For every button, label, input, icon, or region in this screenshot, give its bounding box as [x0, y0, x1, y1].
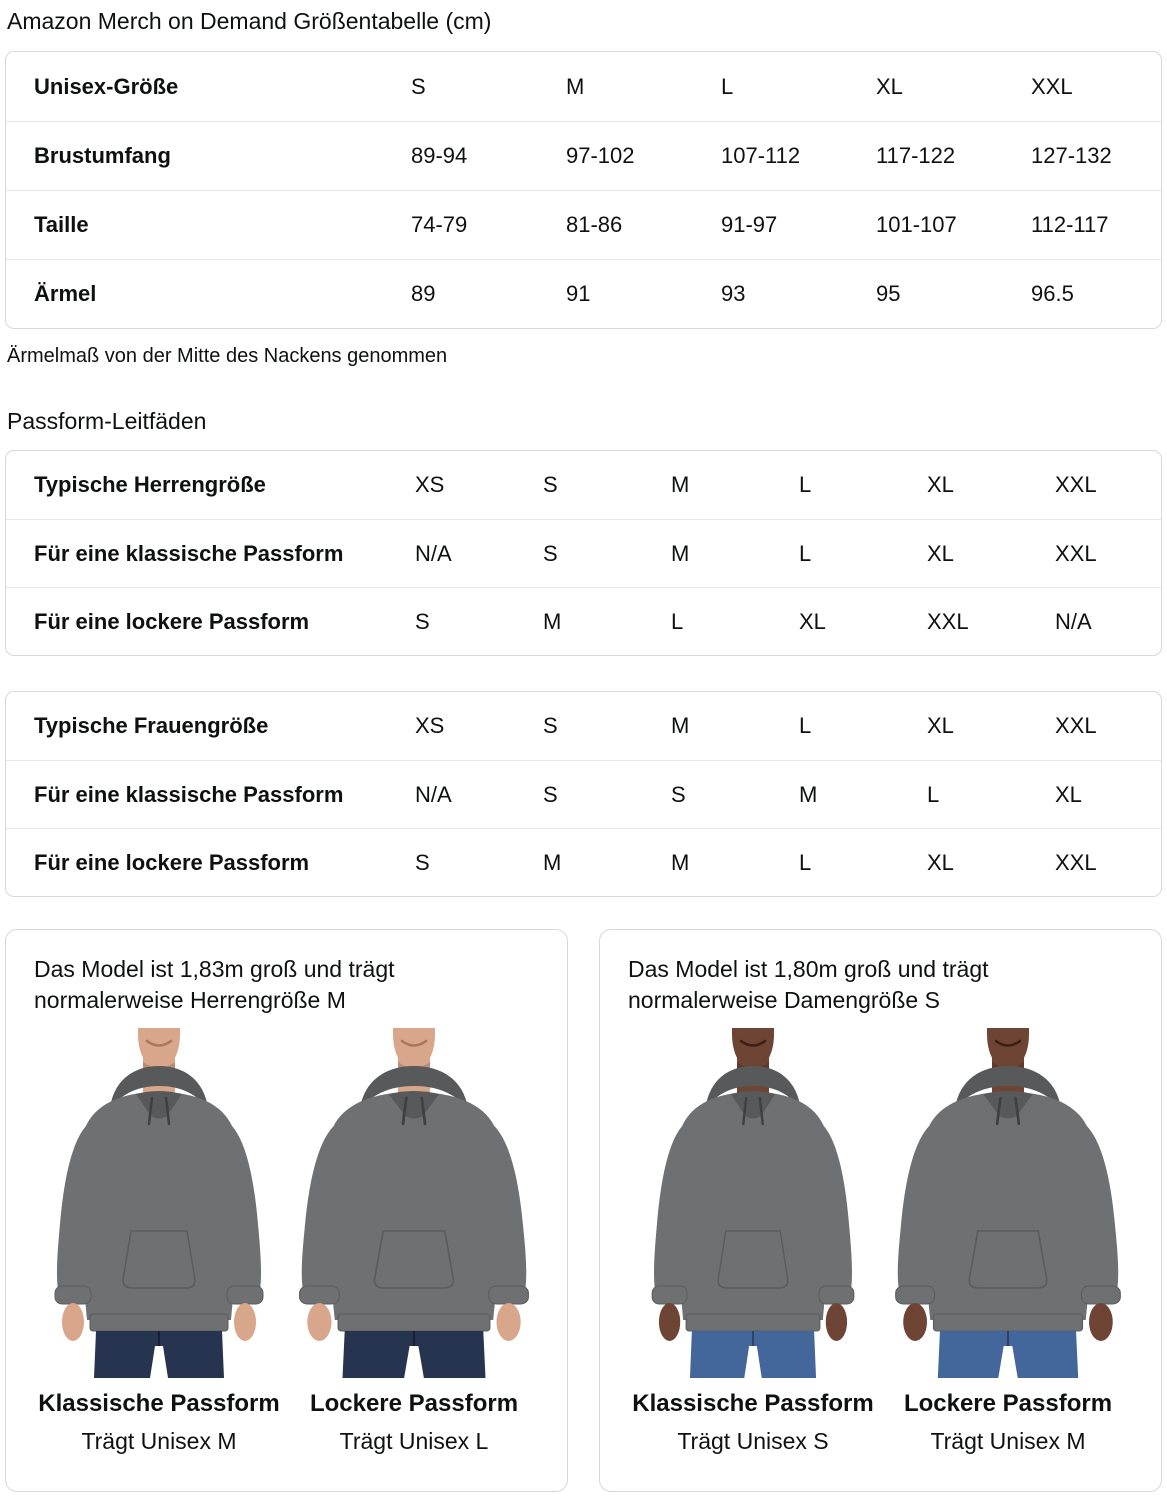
size-value: S: [543, 540, 558, 566]
figure-loose-fit: [883, 1028, 1133, 1455]
size-value: M: [543, 608, 562, 634]
size-value: 95: [876, 281, 901, 306]
table-row: [6, 451, 1161, 519]
size-value: 91: [566, 281, 591, 306]
size-value: M: [566, 73, 585, 99]
size-value: XL: [927, 713, 954, 738]
size-value: M: [543, 849, 562, 875]
female-loose-fit-photo: [883, 1028, 1133, 1378]
size-value: 96.5: [1031, 281, 1074, 306]
size-value: XL: [1055, 781, 1082, 807]
size-value: XS: [415, 713, 445, 738]
women-fit-table: [5, 691, 1162, 897]
size-value: 107-112: [721, 143, 801, 168]
table-row: [6, 519, 1161, 587]
unisex-size-table: [5, 51, 1162, 329]
size-value: 97-102: [566, 143, 635, 168]
size-value: 74-79: [411, 212, 468, 237]
table-row: [6, 121, 1161, 190]
size-value: L: [927, 781, 940, 807]
fit-label: Klassische Passform: [632, 1390, 874, 1417]
size-value: N/A: [415, 540, 452, 566]
male-loose-fit-photo: [289, 1028, 539, 1378]
size-value: 93: [721, 281, 746, 306]
row-label: Brustumfang: [34, 143, 171, 168]
size-value: M: [671, 849, 690, 875]
fit-label: Lockere Passform: [903, 1390, 1113, 1417]
size-value: 112-117: [1031, 212, 1109, 237]
size-value: L: [721, 73, 734, 99]
size-value: S: [411, 73, 426, 99]
size-value: 89-94: [411, 143, 468, 168]
worn-size-label: Trägt Unisex M: [81, 1428, 237, 1454]
size-value: S: [415, 849, 430, 875]
female-model-card: [599, 929, 1162, 1492]
size-value: XL: [927, 540, 954, 566]
size-value: XXL: [1055, 849, 1097, 875]
size-value: S: [671, 781, 686, 807]
size-value: L: [799, 713, 812, 738]
row-label: Ärmel: [34, 281, 97, 306]
size-value: 81-86: [566, 212, 623, 237]
size-value: XXL: [1055, 472, 1097, 497]
row-label: Für eine klassische Passform: [34, 781, 344, 807]
fit-guides-heading: Passform-Leitfäden: [7, 408, 207, 434]
figure-classic-fit: [628, 1028, 878, 1455]
size-value: M: [671, 540, 690, 566]
table-row: [6, 587, 1161, 655]
worn-size-label: Trägt Unisex S: [677, 1428, 829, 1454]
row-label: Typische Herrengröße: [34, 472, 266, 497]
model-description: Das Model ist 1,83m groß und trägt normalerweise Herrengröße M: [34, 956, 395, 1013]
size-value: 101-107: [876, 212, 957, 237]
figures-row: [628, 1028, 1133, 1455]
size-value: XS: [415, 472, 445, 497]
size-value: L: [671, 608, 684, 634]
size-value: S: [543, 781, 558, 807]
table-row: [6, 52, 1161, 121]
row-label: Für eine lockere Passform: [34, 608, 310, 634]
worn-size-label: Trägt Unisex L: [339, 1428, 489, 1454]
model-description: Das Model ist 1,80m groß und trägt normalerweise Damengröße S: [628, 956, 989, 1013]
row-label: Für eine lockere Passform: [34, 849, 310, 875]
size-value: XXL: [1031, 73, 1073, 99]
worn-size-label: Trägt Unisex M: [930, 1428, 1086, 1454]
fit-label: Lockere Passform: [309, 1390, 519, 1417]
table-row: [6, 259, 1161, 328]
size-value: XXL: [927, 608, 969, 634]
size-value: 117-122: [876, 143, 956, 168]
size-value: 127-132: [1031, 143, 1112, 168]
table-row: [6, 190, 1161, 259]
size-value: XL: [927, 472, 954, 497]
men-fit-table: [5, 450, 1162, 656]
page-title: Amazon Merch on Demand Größentabelle (cm): [7, 8, 492, 34]
size-value: 89: [411, 281, 436, 306]
male-classic-fit-photo: [34, 1028, 284, 1378]
figure-classic-fit: [34, 1028, 284, 1455]
row-label: Für eine klassische Passform: [34, 540, 344, 566]
size-value: 91-97: [721, 212, 778, 237]
size-value: S: [415, 608, 430, 634]
size-value: XL: [927, 849, 954, 875]
size-value: XL: [876, 73, 903, 99]
size-value: M: [799, 781, 818, 807]
size-value: M: [671, 713, 690, 738]
size-value: S: [543, 472, 558, 497]
size-value: XXL: [1055, 540, 1097, 566]
male-model-card: [5, 929, 568, 1492]
table-row: [6, 828, 1161, 896]
size-value: XL: [799, 608, 826, 634]
size-value: M: [671, 472, 690, 497]
sleeve-measurement-footnote: Ärmelmaß von der Mitte des Nackens genommen: [7, 345, 448, 367]
table-row: [6, 692, 1161, 760]
size-value: N/A: [1055, 608, 1092, 634]
female-classic-fit-photo: [628, 1028, 878, 1378]
row-label: Typische Frauengröße: [34, 713, 269, 738]
fit-label: Klassische Passform: [38, 1390, 280, 1417]
size-value: L: [799, 472, 812, 497]
table-row: [6, 760, 1161, 828]
figures-row: [34, 1028, 539, 1455]
size-value: L: [799, 540, 812, 566]
size-value: S: [543, 713, 558, 738]
row-label: Taille: [34, 212, 89, 237]
model-cards: [5, 929, 1162, 1492]
size-value: L: [799, 849, 812, 875]
figure-loose-fit: [289, 1028, 539, 1455]
row-label: Unisex-Größe: [34, 73, 179, 99]
size-value: N/A: [415, 781, 452, 807]
size-value: XXL: [1055, 713, 1097, 738]
